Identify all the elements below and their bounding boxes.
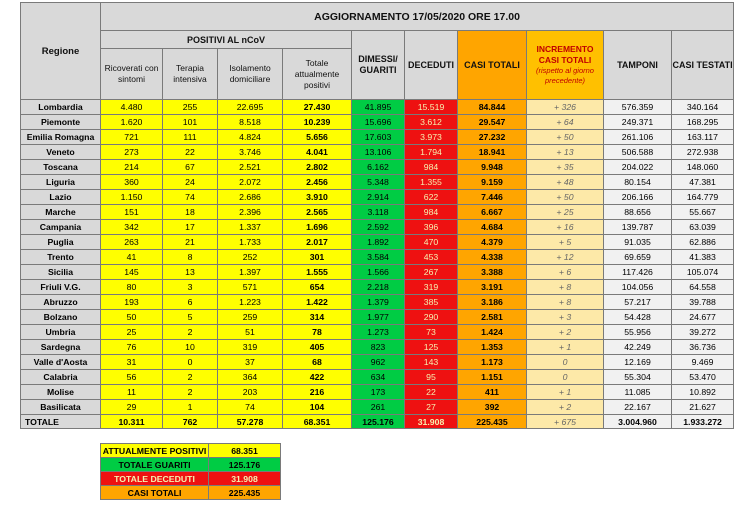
summary-label: TOTALE DECEDUTI: [101, 472, 209, 486]
cell-terapia: 1: [163, 400, 218, 415]
table-row: [21, 280, 734, 295]
cell-ricoverati: 273: [101, 145, 163, 160]
cell-incremento: + 1: [527, 340, 604, 355]
cell-totale-positivi: 10.239: [283, 115, 352, 130]
region-name: Puglia: [21, 235, 101, 250]
header-incremento: [527, 31, 604, 100]
header-terapia: Terapia intensiva: [163, 49, 218, 100]
cell-casi-testati: 9.469: [672, 355, 734, 370]
cell-deceduti: 3.973: [405, 130, 458, 145]
cell-deceduti: 1.794: [405, 145, 458, 160]
cell-tamponi: 117.426: [604, 265, 672, 280]
cell-casi-testati: 148.060: [672, 160, 734, 175]
cell-dimessi: 962: [352, 355, 405, 370]
cell-ricoverati: 31: [101, 355, 163, 370]
summary-row-guariti: [101, 458, 281, 472]
header-casi-totali: CASI TOTALI: [458, 31, 527, 100]
cell-dimessi: 5.348: [352, 175, 405, 190]
cell-incremento: + 48: [527, 175, 604, 190]
cell-incremento: 0: [527, 355, 604, 370]
totale-dimessi: 125.176: [352, 415, 405, 429]
cell-isolamento: 571: [218, 280, 283, 295]
totale-tamponi: 3.004.960: [604, 415, 672, 429]
cell-isolamento: 4.824: [218, 130, 283, 145]
cell-casi-totali: 1.424: [458, 325, 527, 340]
cell-casi-testati: 105.074: [672, 265, 734, 280]
region-name: Bolzano: [21, 310, 101, 325]
cell-dimessi: 1.566: [352, 265, 405, 280]
cell-deceduti: 984: [405, 160, 458, 175]
cell-deceduti: 290: [405, 310, 458, 325]
cell-deceduti: 984: [405, 205, 458, 220]
cell-casi-totali: 2.581: [458, 310, 527, 325]
totale-incremento: + 675: [527, 415, 604, 429]
cell-dimessi: 41.895: [352, 100, 405, 115]
cell-tamponi: 11.085: [604, 385, 672, 400]
region-name: Marche: [21, 205, 101, 220]
cell-ricoverati: 263: [101, 235, 163, 250]
cell-terapia: 2: [163, 370, 218, 385]
cell-isolamento: 1.733: [218, 235, 283, 250]
cell-casi-totali: 1.173: [458, 355, 527, 370]
cell-casi-testati: 272.938: [672, 145, 734, 160]
table-row: [21, 175, 734, 190]
totale-terapia: 762: [163, 415, 218, 429]
cell-isolamento: 252: [218, 250, 283, 265]
cell-dimessi: 1.892: [352, 235, 405, 250]
cell-deceduti: 73: [405, 325, 458, 340]
cell-tamponi: 249.371: [604, 115, 672, 130]
cell-incremento: + 3: [527, 310, 604, 325]
cell-isolamento: 2.396: [218, 205, 283, 220]
cell-ricoverati: 41: [101, 250, 163, 265]
cell-totale-positivi: 654: [283, 280, 352, 295]
cell-casi-totali: 6.667: [458, 205, 527, 220]
table-row: [21, 205, 734, 220]
cell-isolamento: 74: [218, 400, 283, 415]
table-row: [21, 325, 734, 340]
region-name: Abruzzo: [21, 295, 101, 310]
cell-tamponi: 104.056: [604, 280, 672, 295]
region-name: Lombardia: [21, 100, 101, 115]
cell-tamponi: 55.956: [604, 325, 672, 340]
table-row: [21, 250, 734, 265]
cell-totale-positivi: 2.802: [283, 160, 352, 175]
cell-casi-testati: 55.667: [672, 205, 734, 220]
cell-dimessi: 2.218: [352, 280, 405, 295]
cell-tamponi: 261.106: [604, 130, 672, 145]
cell-isolamento: 37: [218, 355, 283, 370]
table-row: [21, 340, 734, 355]
cell-dimessi: 2.914: [352, 190, 405, 205]
cell-casi-totali: 18.941: [458, 145, 527, 160]
cell-ricoverati: 29: [101, 400, 163, 415]
cell-totale-positivi: 4.041: [283, 145, 352, 160]
cell-casi-totali: 3.388: [458, 265, 527, 280]
summary-label: TOTALE GUARITI: [101, 458, 209, 472]
cell-ricoverati: 1.150: [101, 190, 163, 205]
region-name: Emilia Romagna: [21, 130, 101, 145]
cell-casi-totali: 4.338: [458, 250, 527, 265]
cell-dimessi: 261: [352, 400, 405, 415]
summary-row-casi: [101, 486, 281, 500]
cell-deceduti: 267: [405, 265, 458, 280]
summary-label: ATTUALMENTE POSITIVI: [101, 444, 209, 458]
cell-casi-totali: 27.232: [458, 130, 527, 145]
header-tamponi: TAMPONI: [604, 31, 672, 100]
cell-deceduti: 622: [405, 190, 458, 205]
header-positivi-group: POSITIVI AL nCoV: [101, 31, 352, 49]
cell-incremento: + 50: [527, 190, 604, 205]
cell-incremento: + 326: [527, 100, 604, 115]
cell-casi-testati: 41.383: [672, 250, 734, 265]
totale-deceduti: 31.908: [405, 415, 458, 429]
cell-isolamento: 2.686: [218, 190, 283, 205]
cell-ricoverati: 25: [101, 325, 163, 340]
cell-isolamento: 1.397: [218, 265, 283, 280]
table-row: [21, 100, 734, 115]
cell-dimessi: 13.106: [352, 145, 405, 160]
cell-ricoverati: 342: [101, 220, 163, 235]
table-row: [21, 115, 734, 130]
cell-totale-positivi: 104: [283, 400, 352, 415]
cell-casi-testati: 39.788: [672, 295, 734, 310]
table-row: [21, 220, 734, 235]
cell-isolamento: 2.521: [218, 160, 283, 175]
cell-totale-positivi: 2.456: [283, 175, 352, 190]
header-ricoverati: Ricoverati con sintomi: [101, 49, 163, 100]
region-name: Liguria: [21, 175, 101, 190]
cell-dimessi: 1.379: [352, 295, 405, 310]
header-incremento-note: (rispetto al giorno precedente): [536, 66, 594, 85]
totale-testati: 1.933.272: [672, 415, 734, 429]
cell-deceduti: 22: [405, 385, 458, 400]
cell-terapia: 24: [163, 175, 218, 190]
header-regione: Regione: [21, 3, 101, 100]
summary-value: 68.351: [209, 444, 281, 458]
cell-dimessi: 15.696: [352, 115, 405, 130]
cell-casi-totali: 84.844: [458, 100, 527, 115]
cell-isolamento: 8.518: [218, 115, 283, 130]
header-incremento-label: INCREMENTO CASI TOTALI: [536, 44, 594, 65]
cell-terapia: 8: [163, 250, 218, 265]
summary-label: CASI TOTALI: [101, 486, 209, 500]
cell-casi-testati: 168.295: [672, 115, 734, 130]
cell-incremento: + 16: [527, 220, 604, 235]
region-name: Piemonte: [21, 115, 101, 130]
cell-casi-totali: 411: [458, 385, 527, 400]
summary-value: 225.435: [209, 486, 281, 500]
cell-ricoverati: 56: [101, 370, 163, 385]
region-name: Umbria: [21, 325, 101, 340]
header-isolamento: Isolamento domiciliare: [218, 49, 283, 100]
region-name: Calabria: [21, 370, 101, 385]
totale-label: TOTALE: [21, 415, 101, 429]
cell-tamponi: 80.154: [604, 175, 672, 190]
region-name: Toscana: [21, 160, 101, 175]
cell-casi-testati: 10.892: [672, 385, 734, 400]
cell-tamponi: 69.659: [604, 250, 672, 265]
cell-deceduti: 1.355: [405, 175, 458, 190]
totale-casi: 225.435: [458, 415, 527, 429]
cell-deceduti: 3.612: [405, 115, 458, 130]
cell-incremento: + 2: [527, 325, 604, 340]
cell-ricoverati: 145: [101, 265, 163, 280]
header-casi-testati: CASI TESTATI: [672, 31, 734, 100]
cell-casi-testati: 164.779: [672, 190, 734, 205]
region-name: Molise: [21, 385, 101, 400]
cell-totale-positivi: 2.565: [283, 205, 352, 220]
cell-tamponi: 57.217: [604, 295, 672, 310]
cell-terapia: 74: [163, 190, 218, 205]
cell-dimessi: 2.592: [352, 220, 405, 235]
region-name: Campania: [21, 220, 101, 235]
cell-tamponi: 42.249: [604, 340, 672, 355]
cell-incremento: 0: [527, 370, 604, 385]
region-name: Friuli V.G.: [21, 280, 101, 295]
totale-positivi: 68.351: [283, 415, 352, 429]
cell-incremento: + 1: [527, 385, 604, 400]
cell-casi-testati: 53.470: [672, 370, 734, 385]
cell-deceduti: 453: [405, 250, 458, 265]
cell-casi-totali: 3.191: [458, 280, 527, 295]
cell-tamponi: 139.787: [604, 220, 672, 235]
cell-ricoverati: 151: [101, 205, 163, 220]
region-name: Sardegna: [21, 340, 101, 355]
cell-casi-totali: 1.151: [458, 370, 527, 385]
cell-dimessi: 823: [352, 340, 405, 355]
cell-terapia: 17: [163, 220, 218, 235]
cell-isolamento: 22.695: [218, 100, 283, 115]
table-row: [21, 235, 734, 250]
cell-incremento: + 50: [527, 130, 604, 145]
cell-incremento: + 64: [527, 115, 604, 130]
cell-incremento: + 8: [527, 280, 604, 295]
totale-isolamento: 57.278: [218, 415, 283, 429]
cell-totale-positivi: 1.555: [283, 265, 352, 280]
cell-ricoverati: 193: [101, 295, 163, 310]
cell-terapia: 111: [163, 130, 218, 145]
cell-casi-testati: 21.627: [672, 400, 734, 415]
cell-tamponi: 204.022: [604, 160, 672, 175]
cell-ricoverati: 214: [101, 160, 163, 175]
cell-dimessi: 3.118: [352, 205, 405, 220]
cell-dimessi: 3.584: [352, 250, 405, 265]
cell-deceduti: 95: [405, 370, 458, 385]
cell-dimessi: 1.977: [352, 310, 405, 325]
region-name: Sicilia: [21, 265, 101, 280]
table-row: [21, 265, 734, 280]
cell-dimessi: 173: [352, 385, 405, 400]
cell-isolamento: 51: [218, 325, 283, 340]
header-dimessi: DIMESSI/ GUARITI: [352, 31, 405, 100]
cell-totale-positivi: 2.017: [283, 235, 352, 250]
cell-casi-totali: 9.948: [458, 160, 527, 175]
cell-dimessi: 17.603: [352, 130, 405, 145]
cell-deceduti: 143: [405, 355, 458, 370]
cell-terapia: 10: [163, 340, 218, 355]
cell-casi-testati: 39.272: [672, 325, 734, 340]
cell-terapia: 5: [163, 310, 218, 325]
cell-isolamento: 319: [218, 340, 283, 355]
cell-dimessi: 634: [352, 370, 405, 385]
cell-totale-positivi: 405: [283, 340, 352, 355]
cell-tamponi: 54.428: [604, 310, 672, 325]
cell-deceduti: 385: [405, 295, 458, 310]
cell-incremento: + 12: [527, 250, 604, 265]
cell-isolamento: 259: [218, 310, 283, 325]
cell-isolamento: 2.072: [218, 175, 283, 190]
cell-isolamento: 3.746: [218, 145, 283, 160]
region-name: Valle d'Aosta: [21, 355, 101, 370]
summary-row-deceduti: [101, 472, 281, 486]
table-body: [21, 100, 734, 415]
cell-dimessi: 6.162: [352, 160, 405, 175]
cell-casi-testati: 64.558: [672, 280, 734, 295]
cell-casi-totali: 1.353: [458, 340, 527, 355]
cell-incremento: + 8: [527, 295, 604, 310]
cell-casi-totali: 7.446: [458, 190, 527, 205]
cell-terapia: 18: [163, 205, 218, 220]
cell-ricoverati: 76: [101, 340, 163, 355]
cell-isolamento: 1.223: [218, 295, 283, 310]
region-name: Trento: [21, 250, 101, 265]
cell-incremento: + 6: [527, 265, 604, 280]
cell-incremento: + 2: [527, 400, 604, 415]
cell-totale-positivi: 314: [283, 310, 352, 325]
totale-ricoverati: 10.311: [101, 415, 163, 429]
cell-terapia: 255: [163, 100, 218, 115]
cell-incremento: + 13: [527, 145, 604, 160]
cell-tamponi: 206.166: [604, 190, 672, 205]
cell-terapia: 21: [163, 235, 218, 250]
covid-table: [20, 2, 734, 429]
table-row: [21, 130, 734, 145]
table-row: [21, 295, 734, 310]
cell-terapia: 22: [163, 145, 218, 160]
cell-incremento: + 35: [527, 160, 604, 175]
region-name: Lazio: [21, 190, 101, 205]
cell-ricoverati: 4.480: [101, 100, 163, 115]
cell-totale-positivi: 68: [283, 355, 352, 370]
cell-totale-positivi: 1.696: [283, 220, 352, 235]
cell-tamponi: 55.304: [604, 370, 672, 385]
table-row: [21, 310, 734, 325]
cell-deceduti: 15.519: [405, 100, 458, 115]
cell-tamponi: 576.359: [604, 100, 672, 115]
cell-casi-totali: 9.159: [458, 175, 527, 190]
cell-incremento: + 5: [527, 235, 604, 250]
header-deceduti: DECEDUTI: [405, 31, 458, 100]
cell-terapia: 101: [163, 115, 218, 130]
table-row: [21, 355, 734, 370]
cell-totale-positivi: 3.910: [283, 190, 352, 205]
table-row: [21, 400, 734, 415]
cell-ricoverati: 1.620: [101, 115, 163, 130]
cell-deceduti: 27: [405, 400, 458, 415]
table-row: [21, 190, 734, 205]
region-name: Veneto: [21, 145, 101, 160]
summary-value: 125.176: [209, 458, 281, 472]
cell-isolamento: 203: [218, 385, 283, 400]
cell-totale-positivi: 27.430: [283, 100, 352, 115]
table-row: [21, 370, 734, 385]
cell-terapia: 0: [163, 355, 218, 370]
cell-casi-totali: 392: [458, 400, 527, 415]
cell-tamponi: 88.656: [604, 205, 672, 220]
cell-deceduti: 396: [405, 220, 458, 235]
cell-casi-testati: 340.164: [672, 100, 734, 115]
cell-terapia: 3: [163, 280, 218, 295]
cell-ricoverati: 80: [101, 280, 163, 295]
table-row: [21, 160, 734, 175]
table-row: [21, 385, 734, 400]
summary-table: [100, 443, 281, 500]
table-row: [21, 145, 734, 160]
cell-terapia: 2: [163, 325, 218, 340]
cell-terapia: 2: [163, 385, 218, 400]
cell-casi-testati: 163.117: [672, 130, 734, 145]
cell-totale-positivi: 422: [283, 370, 352, 385]
cell-totale-positivi: 5.656: [283, 130, 352, 145]
cell-ricoverati: 11: [101, 385, 163, 400]
totale-row: [21, 415, 734, 429]
cell-totale-positivi: 78: [283, 325, 352, 340]
cell-casi-totali: 4.379: [458, 235, 527, 250]
header-totale-positivi: Totale attualmente positivi: [283, 49, 352, 100]
summary-row-positivi: [101, 444, 281, 458]
cell-dimessi: 1.273: [352, 325, 405, 340]
cell-ricoverati: 721: [101, 130, 163, 145]
cell-terapia: 13: [163, 265, 218, 280]
cell-tamponi: 506.588: [604, 145, 672, 160]
cell-casi-testati: 62.886: [672, 235, 734, 250]
cell-totale-positivi: 301: [283, 250, 352, 265]
cell-casi-testati: 24.677: [672, 310, 734, 325]
cell-casi-testati: 36.736: [672, 340, 734, 355]
cell-totale-positivi: 216: [283, 385, 352, 400]
cell-tamponi: 91.035: [604, 235, 672, 250]
cell-casi-testati: 63.039: [672, 220, 734, 235]
cell-terapia: 6: [163, 295, 218, 310]
cell-casi-totali: 3.186: [458, 295, 527, 310]
region-name: Basilicata: [21, 400, 101, 415]
cell-ricoverati: 50: [101, 310, 163, 325]
cell-deceduti: 470: [405, 235, 458, 250]
cell-deceduti: 125: [405, 340, 458, 355]
cell-incremento: + 25: [527, 205, 604, 220]
cell-casi-totali: 4.684: [458, 220, 527, 235]
page-title: AGGIORNAMENTO 17/05/2020 ORE 17.00: [101, 3, 734, 31]
cell-ricoverati: 360: [101, 175, 163, 190]
cell-casi-totali: 29.547: [458, 115, 527, 130]
cell-terapia: 67: [163, 160, 218, 175]
cell-totale-positivi: 1.422: [283, 295, 352, 310]
cell-deceduti: 319: [405, 280, 458, 295]
cell-tamponi: 12.169: [604, 355, 672, 370]
summary-value: 31.908: [209, 472, 281, 486]
cell-casi-testati: 47.381: [672, 175, 734, 190]
cell-tamponi: 22.167: [604, 400, 672, 415]
cell-isolamento: 364: [218, 370, 283, 385]
cell-isolamento: 1.337: [218, 220, 283, 235]
